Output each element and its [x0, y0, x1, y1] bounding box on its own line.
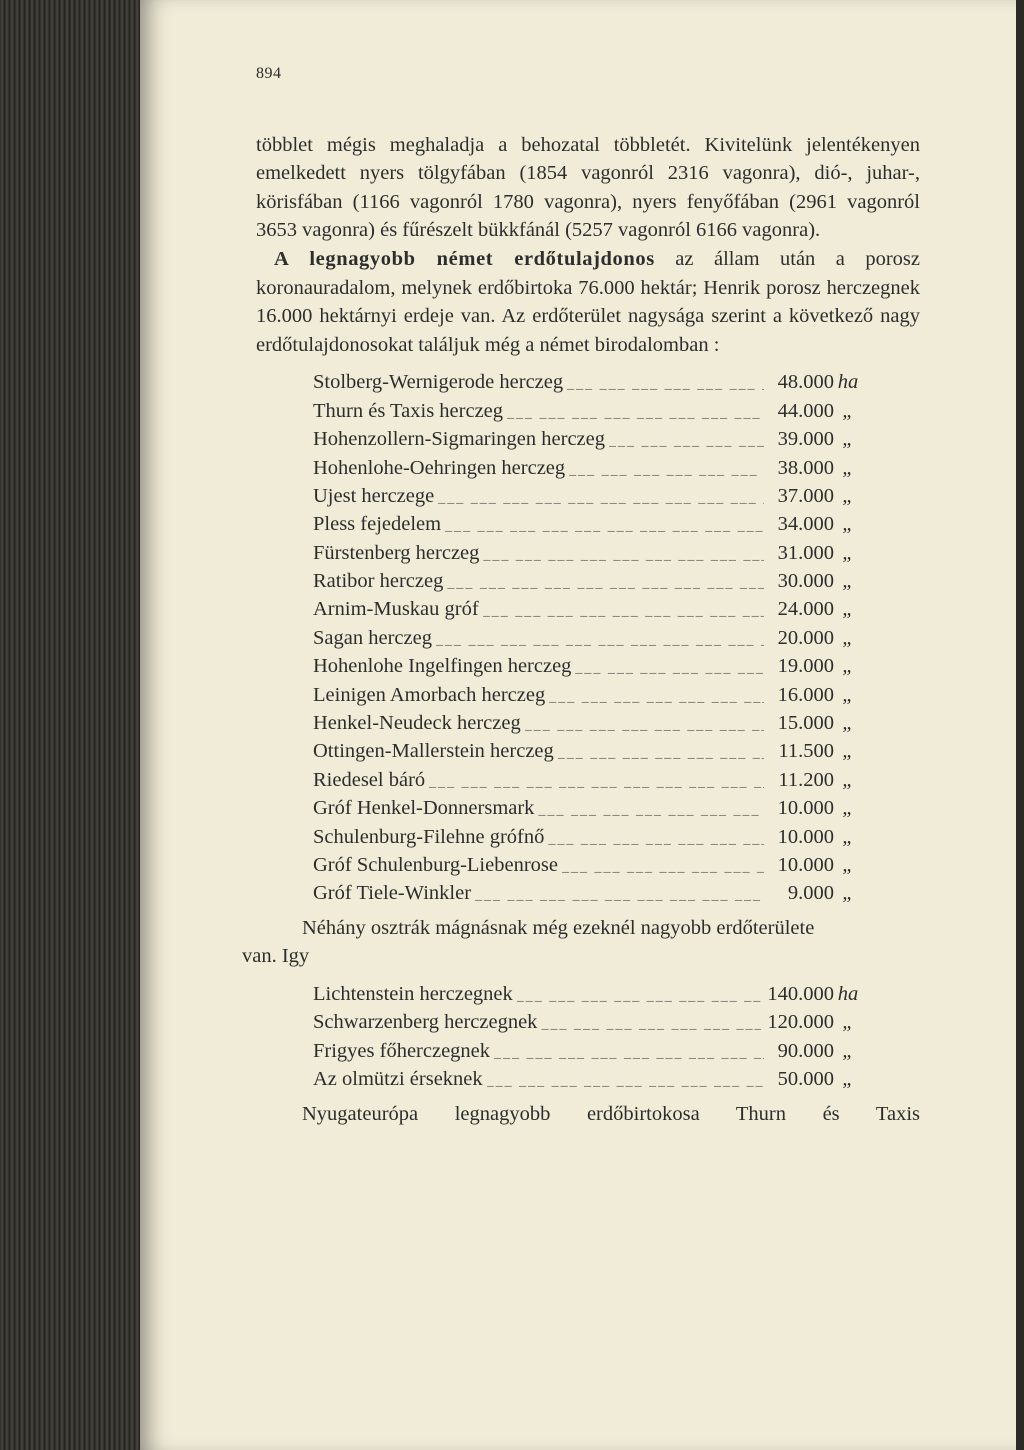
owner-row	[313, 709, 862, 737]
owner-area: 11.500	[778, 740, 834, 763]
owner-row	[313, 823, 862, 851]
owner-area: 37.000	[777, 484, 834, 507]
dot-leader	[507, 400, 764, 429]
owner-area: 34.000	[777, 513, 834, 536]
owner-area: 39.000	[777, 428, 834, 451]
dot-leader	[569, 457, 764, 486]
owner-row	[313, 851, 862, 879]
owner-name: Pless fejedelem	[313, 513, 442, 536]
owner-row	[313, 567, 862, 595]
owner-area: 140.000	[767, 982, 834, 1005]
area-unit: „	[842, 1011, 854, 1034]
area-unit: „	[842, 570, 854, 593]
area-unit: „	[842, 428, 854, 451]
area-unit: ha	[837, 371, 859, 394]
dot-leader	[445, 513, 764, 542]
dot-leader	[517, 983, 762, 1012]
dot-leader	[525, 712, 764, 741]
dot-leader	[483, 598, 764, 627]
area-unit: „	[842, 712, 854, 735]
owner-name: Fürstenberg herczeg	[313, 541, 480, 564]
owner-row	[313, 624, 862, 652]
paragraph-closing: Nyugateurópa legnagyobb erdőbirtokosa Thurn és Taxis	[302, 1102, 920, 1125]
area-unit: „	[842, 456, 854, 479]
bold-heading-phrase: A legnagyobb német erdőtulajdonos	[274, 247, 655, 270]
area-unit: „	[842, 655, 854, 678]
owner-row	[313, 539, 862, 567]
dot-leader	[548, 826, 764, 855]
owner-row	[313, 794, 862, 822]
owner-area: 10.000	[777, 853, 834, 876]
owner-name: Sagan herczeg	[313, 626, 432, 649]
paragraph-german-owners	[256, 245, 920, 359]
owner-area: 10.000	[777, 825, 834, 848]
owner-name: Ratibor herczeg	[313, 570, 444, 593]
german-owners-list	[313, 368, 862, 907]
owner-row	[313, 425, 862, 453]
owner-row	[313, 510, 862, 538]
owner-name: Az olmützi érseknek	[313, 1068, 483, 1091]
owner-area: 16.000	[777, 683, 834, 706]
owner-area: 10.000	[777, 797, 834, 820]
dot-leader	[487, 1068, 764, 1097]
page-content	[242, 60, 921, 1128]
dot-leader	[562, 854, 764, 883]
area-unit: „	[842, 882, 854, 905]
area-unit: „	[842, 484, 854, 507]
page-number: 894	[256, 65, 282, 82]
area-unit: „	[842, 740, 854, 763]
dot-leader	[541, 1011, 761, 1040]
owner-name: Schwarzenberg herczegnek	[313, 1011, 538, 1034]
area-unit: „	[842, 513, 854, 536]
dot-leader	[538, 797, 764, 826]
area-unit: „	[842, 541, 854, 564]
owner-area: 31.000	[777, 541, 834, 564]
owner-row	[313, 652, 862, 680]
owner-name: Leinigen Amorbach herczeg	[313, 683, 546, 706]
owner-row	[313, 737, 862, 765]
owner-row	[313, 766, 862, 794]
owner-name: Riedesel báró	[313, 768, 426, 791]
owner-name: Hohenzollern-Sigmaringen herczeg	[313, 428, 606, 451]
owner-area: 11.200	[778, 768, 834, 791]
dot-leader	[475, 882, 764, 911]
owner-name: Ujest herczege	[313, 484, 435, 507]
dot-leader	[429, 769, 764, 798]
dot-leader	[609, 428, 764, 457]
dot-leader	[575, 655, 764, 684]
owner-row	[313, 879, 862, 907]
owner-row	[313, 681, 862, 709]
book-page-edges	[0, 0, 140, 1450]
owner-name: Hohenlohe Ingelfingen herczeg	[313, 655, 572, 678]
owner-area: 24.000	[777, 598, 834, 621]
owner-name: Schulenburg-Filehne grófnő	[313, 825, 545, 848]
owner-row	[313, 1065, 862, 1093]
area-unit: „	[842, 768, 854, 791]
area-unit: „	[842, 1068, 854, 1091]
scan-border	[1016, 0, 1024, 1450]
dot-leader	[438, 485, 764, 514]
owner-name: Stolberg-Wernigerode herczeg	[313, 371, 564, 394]
owner-row	[313, 397, 862, 425]
owner-area: 50.000	[777, 1068, 834, 1091]
paragraph-text: az állam után a porosz koronauradalom, melynek erdőbirtoka 76.000 hektár; Henrik porosz herczegnek 16.000 hektárnyi erdeje van. Az erdőterület nagysága szerint a következő nagy erdőtulajdonosokat találjuk még a német birodalomban :	[256, 247, 921, 356]
owner-name: Thurn és Taxis herczeg	[313, 399, 504, 422]
paragraph-austrian-intro-cont: van. Igy	[242, 945, 310, 968]
area-unit: „	[842, 683, 854, 706]
dot-leader	[436, 627, 764, 656]
owner-area: 9.000	[787, 882, 834, 905]
dot-leader	[483, 542, 764, 571]
paragraph-export: többlet mégis meghaladja a behozatal többletét. Kivitelünk jelentékenyen emelkedett nyers tölgyfában (1854 vagonról 2316 vagonra), dió-, juhar-, körisfában (1166 vagonról 1780 vagonra), nyers fenyőfában (2961 vagonról 3653 vagonra) és fűrészelt bükkfánál (5257 vagonról 6166 vagonra).	[256, 133, 920, 242]
owner-name: Ottingen-Mallerstein herczeg	[313, 740, 554, 763]
owner-name: Gróf Tiele-Winkler	[313, 882, 472, 905]
paragraph-austrian-intro: Néhány osztrák mágnásnak még ezeknél nagyobb erdőterülete	[302, 916, 815, 939]
owner-row	[313, 482, 862, 510]
area-unit: „	[842, 825, 854, 848]
area-unit: „	[842, 399, 854, 422]
owner-row	[313, 595, 862, 623]
owner-name: Frigyes főherczegnek	[313, 1039, 491, 1062]
owner-area: 120.000	[767, 1011, 834, 1034]
area-unit: ha	[837, 982, 859, 1005]
owner-row	[313, 1037, 862, 1065]
dot-leader	[567, 371, 764, 400]
area-unit: „	[842, 626, 854, 649]
owner-area: 19.000	[777, 655, 834, 678]
owner-name: Gróf Henkel-Donnersmark	[313, 797, 535, 820]
owner-name: Lichtenstein herczegnek	[313, 982, 513, 1005]
owner-area: 44.000	[777, 399, 834, 422]
dot-leader	[549, 684, 764, 713]
owner-row	[313, 980, 862, 1008]
owner-area: 30.000	[777, 570, 834, 593]
owner-row	[313, 454, 862, 482]
dot-leader	[558, 740, 764, 769]
owner-name: Henkel-Neudeck herczeg	[313, 712, 521, 735]
austrian-owners-list	[313, 980, 862, 1094]
owner-name: Hohenlohe-Oehringen herczeg	[313, 456, 566, 479]
owner-name: Arnim-Muskau gróf	[313, 598, 479, 621]
area-unit: „	[842, 853, 854, 876]
owner-area: 38.000	[777, 456, 834, 479]
owner-row	[313, 368, 862, 396]
owner-area: 15.000	[777, 712, 834, 735]
area-unit: „	[842, 598, 854, 621]
area-unit: „	[842, 1039, 854, 1062]
owner-area: 90.000	[777, 1039, 834, 1062]
dot-leader	[447, 570, 764, 599]
owner-name: Gróf Schulenburg-Liebenrose	[313, 853, 558, 876]
owner-area: 48.000	[777, 371, 834, 394]
owner-area: 20.000	[777, 626, 834, 649]
owner-row	[313, 1008, 862, 1036]
area-unit: „	[842, 797, 854, 820]
dot-leader	[494, 1040, 764, 1069]
